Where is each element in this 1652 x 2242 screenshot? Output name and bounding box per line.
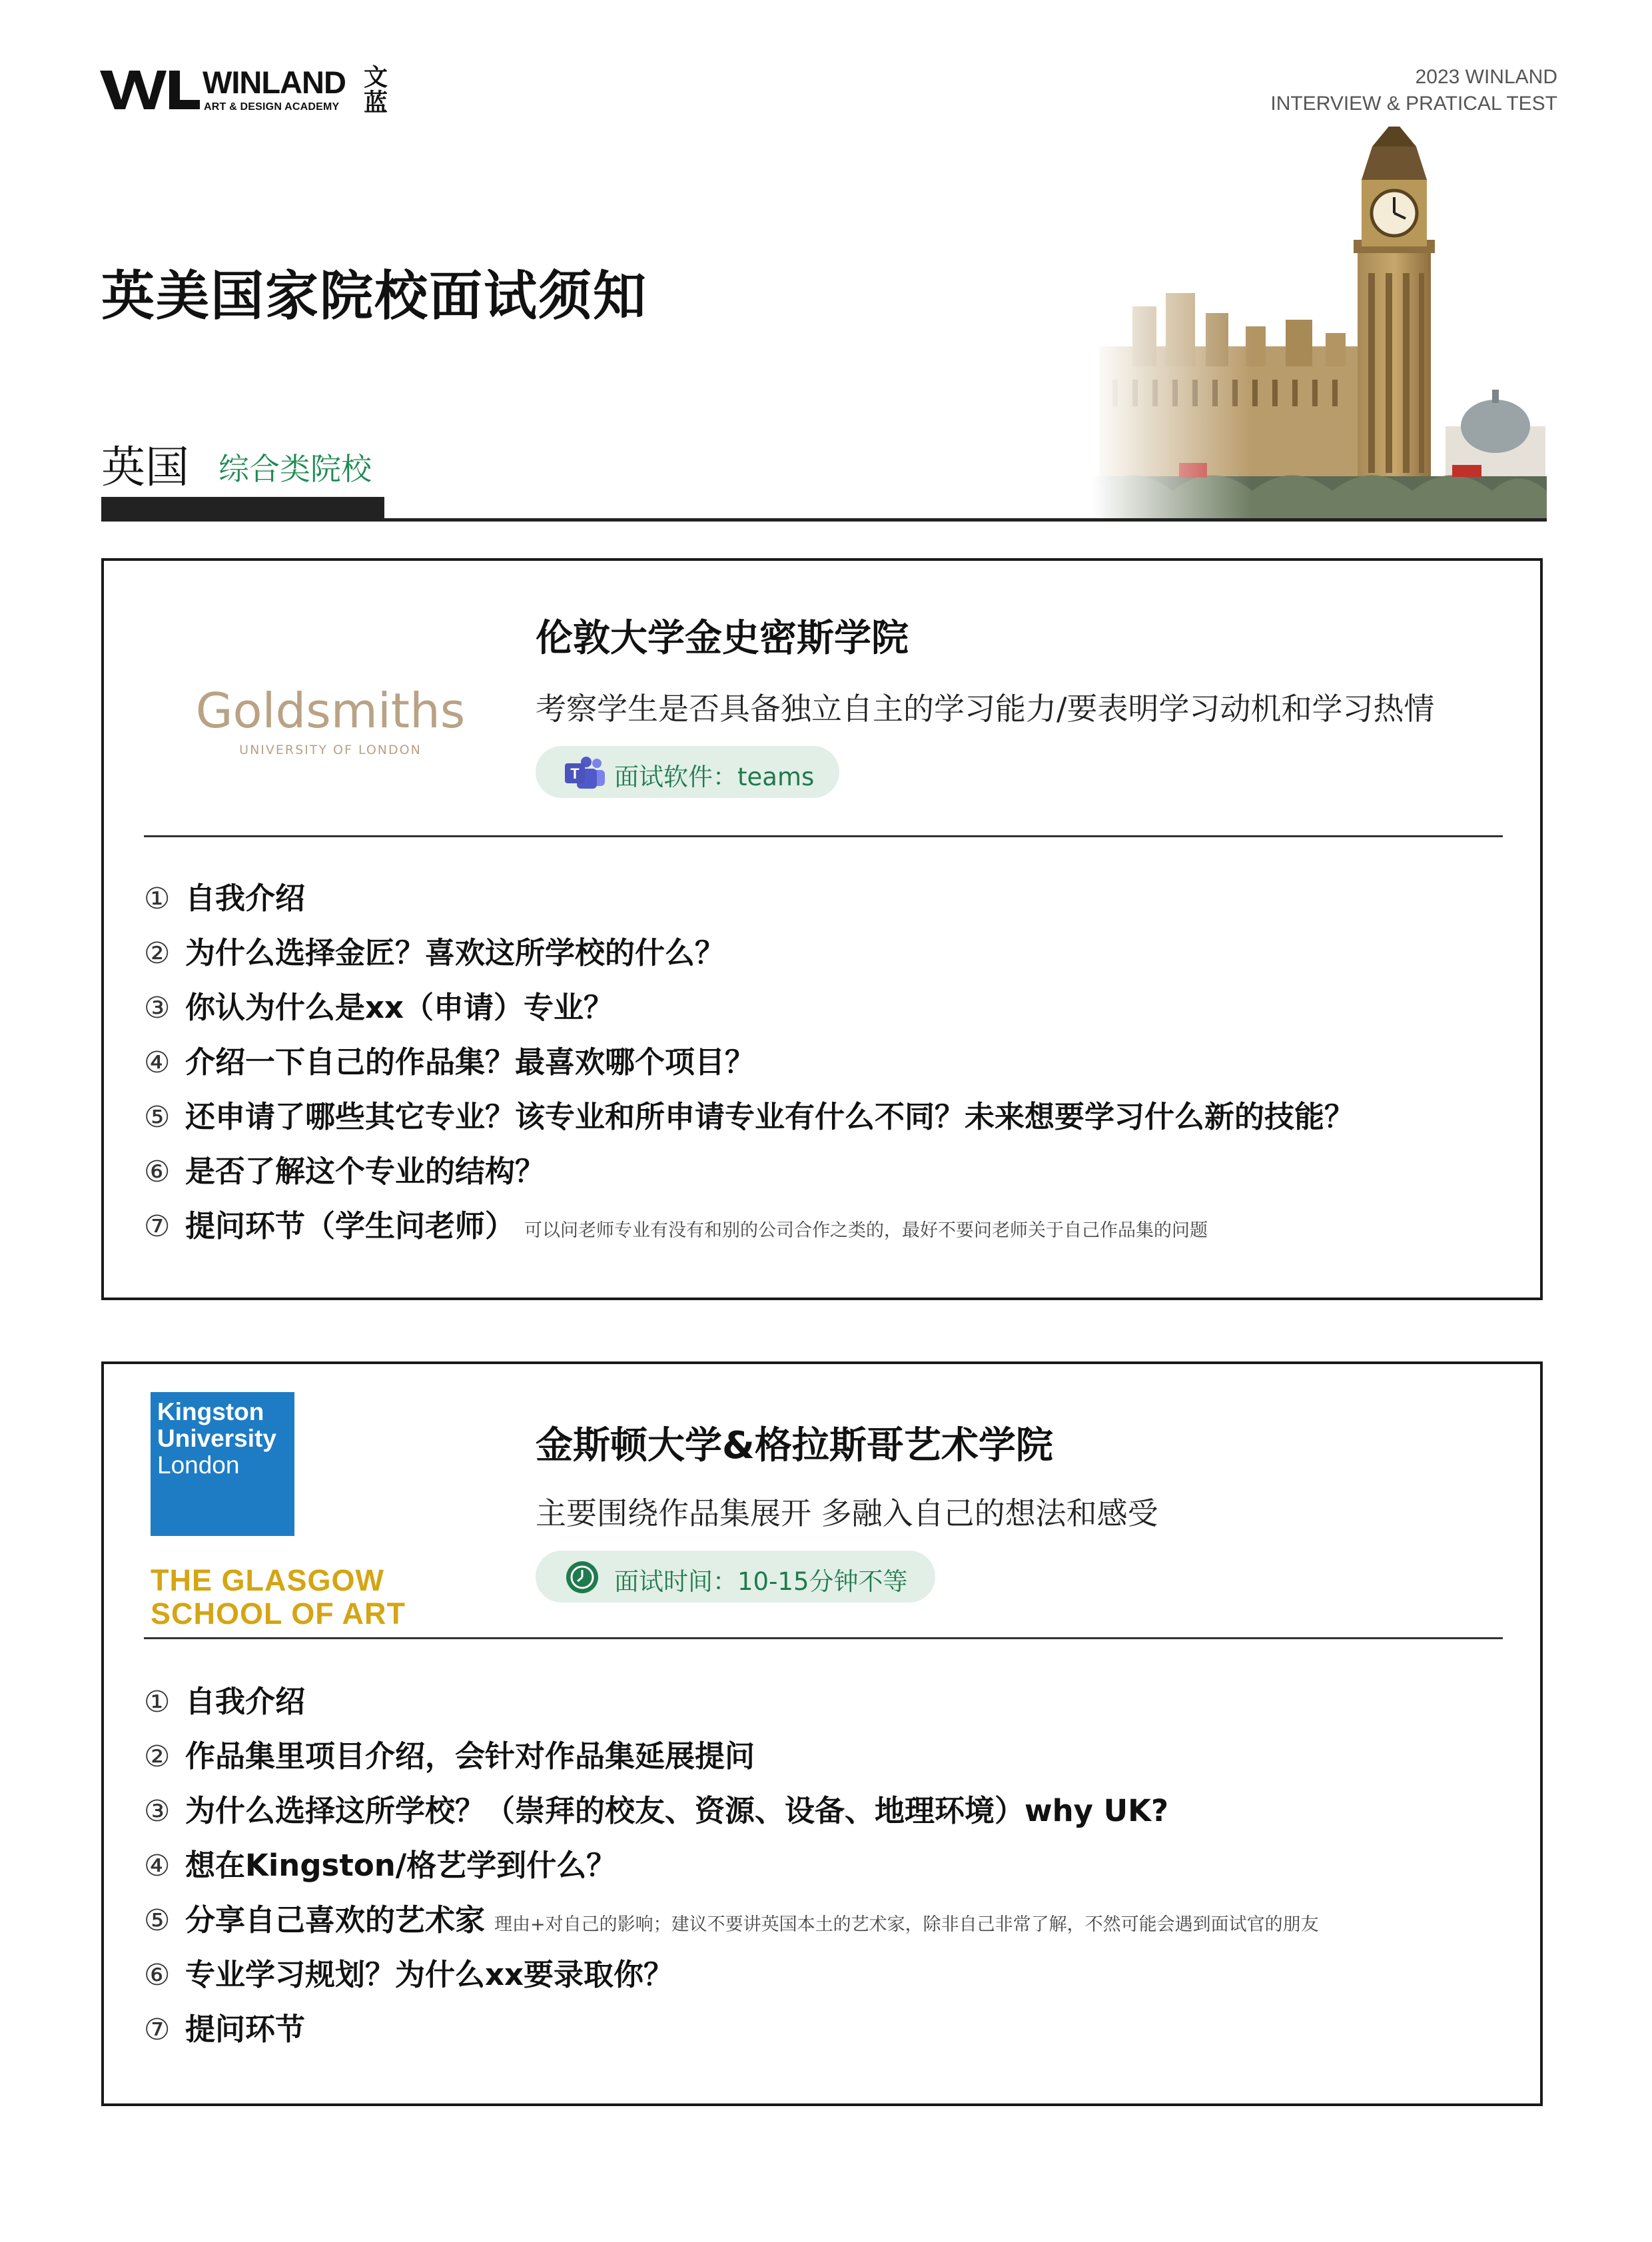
wl-monogram-icon [100, 68, 201, 112]
list-item [144, 1896, 1319, 1950]
goldsmiths-logo [171, 667, 490, 761]
section-category: 综合类院校 [218, 451, 372, 487]
winland-logo [100, 64, 393, 121]
card-divider [144, 1637, 1503, 1639]
list-item [144, 929, 1354, 983]
kingston-logo-line-2: University [157, 1425, 276, 1452]
question-text: 自我介绍 [185, 1684, 306, 1719]
question-text: 为什么选择这所学校？（崇拜的校友、资源、设备、地理环境）why UK? [185, 1793, 1169, 1828]
question-list [144, 874, 1354, 1256]
goldsmiths-logo-text: Goldsmiths [195, 683, 466, 739]
svg-text:T: T [570, 765, 580, 782]
list-number: ④ [144, 1046, 171, 1080]
question-text: 自我介绍 [185, 881, 306, 916]
list-item [144, 1950, 1319, 2005]
interview-info-text: 面试时间：10-15分钟不等 [614, 1567, 908, 1596]
school-description: 主要围绕作品集展开 多融入自己的想法和感受 [536, 1495, 1158, 1531]
school-card-kingston-glasgow [101, 1361, 1543, 2106]
list-item [144, 983, 1354, 1038]
school-name: 伦敦大学金史密斯学院 [536, 617, 909, 660]
list-number: ⑥ [144, 1155, 171, 1189]
question-text: 专业学习规划？为什么xx要录取你？ [185, 1957, 674, 1992]
list-number: ④ [144, 1849, 171, 1883]
list-number: ⑦ [144, 1210, 171, 1244]
list-item [144, 1841, 1319, 1896]
list-number: ② [144, 936, 171, 970]
event-line-2: INTERVIEW & PRATICAL TEST [1270, 93, 1557, 115]
section-country: 英国 [101, 442, 189, 493]
question-text: 分享自己喜欢的艺术家 [185, 1902, 486, 1938]
teams-icon [564, 757, 606, 789]
list-number: ③ [144, 991, 171, 1025]
school-description: 考察学生是否具备独立自主的学习能力/要表明学习动机和学习热情 [536, 691, 1435, 727]
list-number: ① [144, 1685, 171, 1719]
question-list [144, 1677, 1319, 2059]
list-item [144, 1677, 1319, 1732]
interview-info-pill [536, 746, 839, 798]
school-card-goldsmiths [101, 558, 1543, 1300]
goldsmiths-logo-sub: UNIVERSITY OF LONDON [239, 743, 422, 757]
question-text: 提问环节 [185, 2012, 306, 2047]
page-title: 英美国家院校面试须知 [101, 265, 647, 327]
list-item [144, 1038, 1354, 1092]
event-line-1: 2023 WINLAND [1415, 66, 1557, 88]
event-label [1270, 64, 1557, 117]
kingston-logo-line-1: Kingston [157, 1398, 264, 1425]
list-number: ⑥ [144, 1958, 171, 1992]
list-item [144, 1147, 1354, 1202]
glasgow-logo-line-1: THE GLASGOW [151, 1563, 384, 1597]
list-number: ⑤ [144, 1904, 171, 1938]
school-name: 金斯顿大学&格拉斯哥艺术学院 [536, 1424, 1053, 1467]
brand-subtitle: ART & DESIGN ACADEMY [204, 101, 340, 113]
list-number: ② [144, 1740, 171, 1774]
list-item [144, 874, 1354, 929]
section-divider [101, 518, 1547, 522]
list-item [144, 2005, 1319, 2059]
clock-icon [565, 1560, 600, 1595]
question-text: 作品集里项目介绍，会针对作品集延展提问 [185, 1738, 755, 1774]
list-item [144, 1786, 1319, 1841]
brand-chinese: 文蓝 [364, 64, 388, 117]
list-number: ⑦ [144, 2013, 171, 2047]
glasgow-logo [151, 1564, 430, 1631]
kingston-logo [151, 1392, 294, 1536]
kingston-logo-line-3: London [157, 1451, 240, 1479]
glasgow-logo-line-2: SCHOOL OF ART [151, 1597, 406, 1631]
section-underline-accent [101, 497, 384, 521]
question-text: 想在Kingston/格艺学到什么？ [185, 1848, 617, 1883]
question-note: 理由+对自己的影响；建议不要讲英国本土的艺术家，除非自己非常了解，不然可能会遇到面试官的朋友 [494, 1914, 1319, 1935]
list-number: ① [144, 882, 171, 916]
question-text: 是否了解这个专业的结构？ [185, 1154, 546, 1189]
card-divider [144, 835, 1503, 837]
question-text: 介绍一下自己的作品集？最喜欢哪个项目？ [185, 1044, 755, 1080]
list-item [144, 1092, 1354, 1147]
list-number: ③ [144, 1794, 171, 1828]
question-note: 可以问老师专业有没有和别的公司合作之类的，最好不要问老师关于自己作品集的问题 [524, 1220, 1208, 1241]
question-text: 为什么选择金匠？喜欢这所学校的什么？ [185, 935, 725, 970]
question-text: 还申请了哪些其它专业？该专业和所申请专业有什么不同？未来想要学习什么新的技能？ [185, 1099, 1355, 1134]
question-text: 提问环节（学生问老师） [185, 1208, 516, 1244]
list-item [144, 1202, 1354, 1256]
list-number: ⑤ [144, 1100, 171, 1134]
list-item [144, 1732, 1319, 1786]
interview-info-pill [536, 1551, 935, 1603]
question-text: 你认为什么是xx（申请）专业？ [185, 990, 614, 1025]
big-ben-image [1092, 127, 1547, 520]
interview-info-text: 面试软件：teams [614, 763, 815, 791]
brand-name: WINLAND [203, 65, 346, 100]
